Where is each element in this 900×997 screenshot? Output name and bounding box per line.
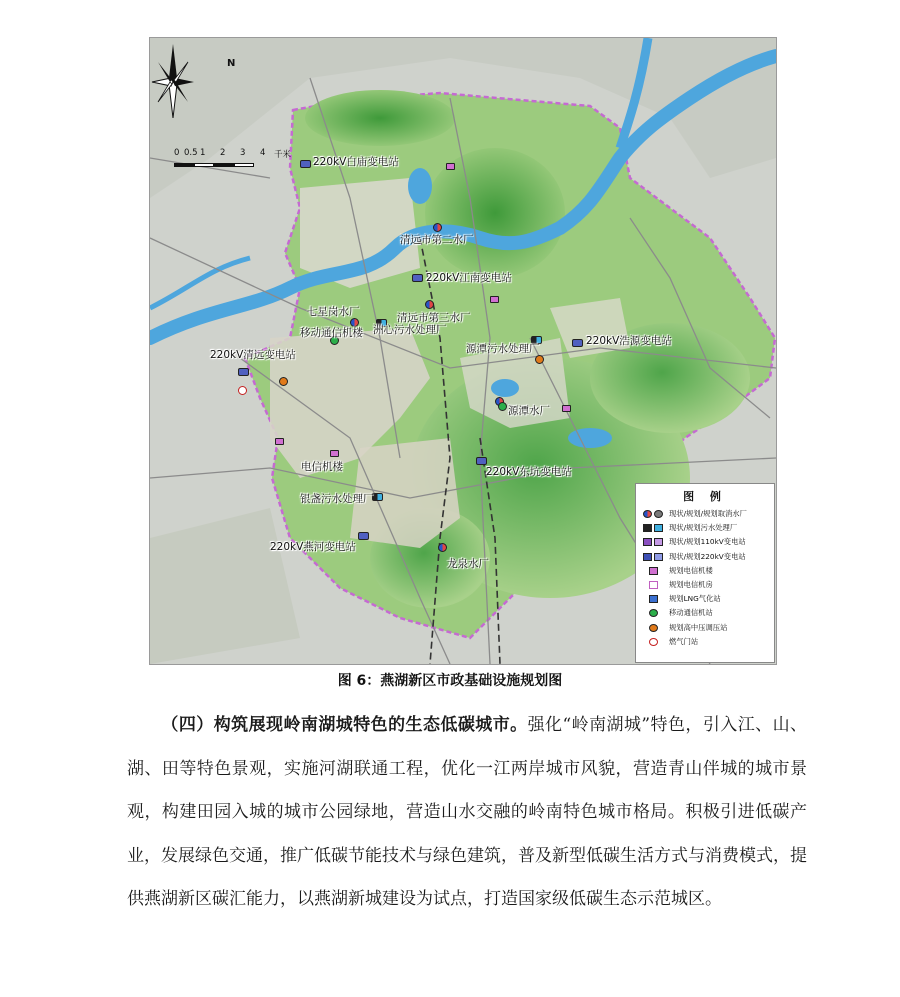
- planning-map: [149, 37, 777, 665]
- telecom-building-icon: [490, 296, 499, 303]
- water-plant-icon: [438, 543, 447, 552]
- legend-title: 图 例: [683, 490, 727, 503]
- map-legend: [635, 483, 775, 663]
- legend-label: 现状/规划110kV变电站: [669, 537, 746, 547]
- place-label: 220kV清远变电站: [210, 349, 296, 361]
- scale-tick-label: 4: [260, 148, 266, 158]
- lake-3: [568, 428, 612, 448]
- gas-regulator-icon: [279, 377, 288, 386]
- substation-220-icon: [300, 160, 311, 168]
- place-label: 清远市第三水厂: [397, 312, 471, 324]
- legend-item: [636, 564, 774, 578]
- water-plant-icon: [425, 300, 434, 309]
- place-label: 220kV燕河变电站: [270, 541, 356, 553]
- scale-tick-label: 3: [240, 148, 246, 158]
- gas-regulator-icon: [642, 623, 664, 632]
- place-label: 清远市第二水厂: [400, 234, 474, 246]
- paragraph-lead: （四）构筑展现岭南湖城特色的生态低碳城市。: [161, 715, 528, 735]
- place-label: 源潭水厂: [508, 405, 550, 417]
- scale-tick-label: 0: [174, 148, 180, 158]
- sewage-plant-icon: [642, 524, 664, 533]
- place-label: 银盏污水处理厂: [300, 493, 374, 505]
- telecom-building-icon: [642, 566, 664, 575]
- place-label: 220kV浩源变电站: [586, 335, 672, 347]
- legend-item: [636, 635, 774, 649]
- telecom-building-icon: [330, 450, 339, 457]
- telecom-building-icon: [562, 405, 571, 412]
- substation-220-icon: [412, 274, 423, 282]
- north-label: N: [227, 58, 236, 69]
- place-label: 洲心污水处理厂: [373, 324, 447, 336]
- legend-item: [636, 507, 774, 521]
- legend-label: 规划LNG气化站: [669, 594, 721, 604]
- place-label: 源潭污水处理厂: [466, 343, 540, 355]
- legend-label: 现状/规划污水处理厂: [669, 523, 738, 533]
- telecom-room-icon: [642, 581, 664, 590]
- scale-unit: 千米: [274, 150, 292, 160]
- gas-gate-icon: [642, 637, 664, 646]
- legend-item: [636, 550, 774, 564]
- water-plant-icon: [433, 223, 442, 232]
- place-label: 电信机楼: [301, 461, 343, 473]
- legend-item: [636, 535, 774, 549]
- legend-label: 规划高中压调压站: [669, 622, 728, 632]
- gas-regulator-icon: [535, 355, 544, 364]
- water-plant-icon: [350, 318, 359, 327]
- scale-tick-label: 2: [220, 148, 226, 158]
- legend-label: 现状/规划/规划取消水厂: [669, 509, 747, 519]
- mountain-top: [305, 90, 455, 146]
- scale-tick-label: 0.5: [184, 148, 198, 158]
- substation-220-icon: [238, 368, 249, 376]
- place-label: 龙泉水厂: [447, 558, 489, 570]
- substation-220-icon: [572, 339, 583, 347]
- legend-label: 燃气门站: [669, 636, 699, 646]
- lake-1: [408, 168, 432, 204]
- legend-label: 移动通信机站: [669, 608, 713, 618]
- legend-item: [636, 592, 774, 606]
- legend-item: [636, 521, 774, 535]
- gas-gate-icon: [238, 386, 247, 395]
- lng-station-icon: [642, 595, 664, 604]
- mobile-station-icon: [498, 402, 507, 411]
- mobile-station-icon: [642, 609, 664, 618]
- legend-item: [636, 606, 774, 620]
- place-label: 移动通信机楼: [300, 327, 363, 339]
- legend-label: 规划电信机房: [669, 580, 713, 590]
- paragraph-text: 强化“岭南湖城”特色，引入江、山、湖、田等特色景观，实施河湖联通工程，优化一江两岸城市风貌，营造青山伴城的城市景观，构建田园入城的城市公园绿地，营造山水交融的岭南特色城市格局。积极引进低碳产业，发展绿色交通，推广低碳节能技术与绿色建筑，普及新型低碳生活方式与消费模式，提供燕湖新区碳汇能力，以燕湖新城建设为试点，打造国家级低碳生态示范城区。: [127, 715, 807, 909]
- water-plant-icon: [642, 510, 664, 519]
- compass-rose-icon: [150, 38, 196, 118]
- substation-220-icon: [358, 532, 369, 540]
- place-label: 220kV白庙变电站: [313, 156, 399, 168]
- substation-220-icon: [642, 552, 664, 561]
- body-paragraph: [127, 704, 807, 922]
- telecom-building-icon: [275, 438, 284, 445]
- place-label: 220kV江南变电站: [426, 272, 512, 284]
- telecom-building-icon: [446, 163, 455, 170]
- legend-item: [636, 578, 774, 592]
- substation-110-icon: [642, 538, 664, 547]
- legend-label: 规划电信机楼: [669, 565, 713, 575]
- legend-item: [636, 621, 774, 635]
- figure-caption: 图 6：燕湖新区市政基础设施规划图: [337, 673, 563, 689]
- legend-label: 现状/规划220kV变电站: [669, 551, 746, 561]
- place-label: 220kV东坑变电站: [486, 466, 572, 478]
- scale-bar: [174, 155, 284, 169]
- substation-220-icon: [476, 457, 487, 465]
- scale-tick-label: 1: [200, 148, 206, 158]
- lake-2: [491, 379, 519, 397]
- place-label: 七星岗水厂: [307, 306, 360, 318]
